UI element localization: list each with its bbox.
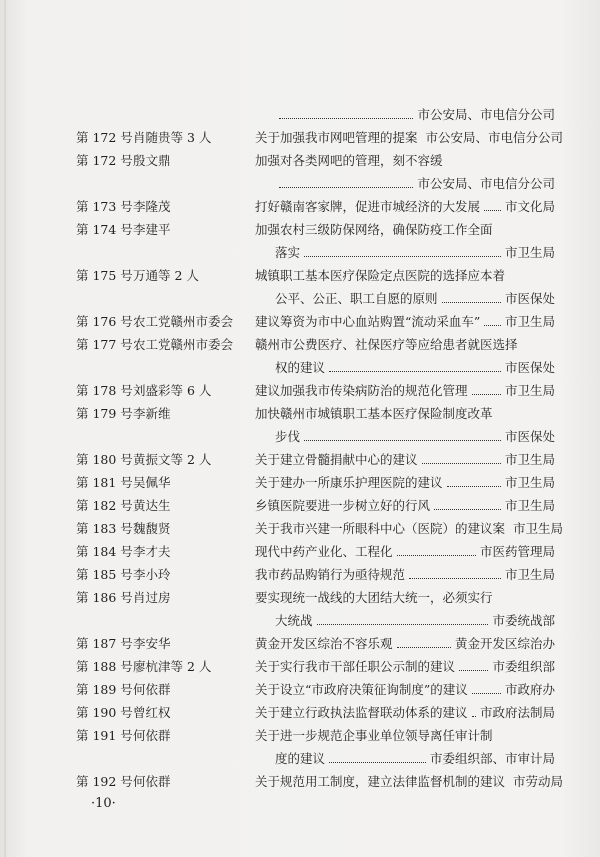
proposer-name: 李安华 xyxy=(133,636,171,651)
list-item xyxy=(0,633,600,655)
list-item xyxy=(0,656,600,678)
proposal-number: 第 184 号 xyxy=(76,544,133,559)
proposal-number: 第 176 号 xyxy=(76,314,133,329)
proposer-name: 李隆茂 xyxy=(133,199,171,214)
proposal-content xyxy=(255,472,555,494)
proposal-content xyxy=(255,334,555,356)
proposal-content xyxy=(255,587,555,609)
proposal-number: 第 182 号 xyxy=(76,498,133,513)
proposal-title: 乡镇医院要进一步树立好的行风 xyxy=(255,498,431,513)
proposer-name: 何依群 xyxy=(133,682,171,697)
proposal-number: 第 186 号 xyxy=(76,590,133,605)
proposal-number: 第 185 号 xyxy=(76,567,133,582)
list-item xyxy=(0,771,600,793)
proposal-number: 第 183 号 xyxy=(76,521,133,536)
proposal-number: 第 179 号 xyxy=(76,406,133,421)
proposer-name: 黄振文等 2 人 xyxy=(133,452,212,467)
list-item xyxy=(0,403,600,425)
list-item xyxy=(0,518,600,540)
handling-department: 市政府法制局 xyxy=(479,705,555,720)
proposal-number: 第 191 号 xyxy=(76,728,133,743)
proposal-title: 关于设立“市政府决策征询制度”的建议 xyxy=(255,682,468,697)
proposer-name: 殷文鼎 xyxy=(133,153,171,168)
proposal-content xyxy=(275,357,555,379)
list-item xyxy=(0,725,600,747)
proposer-name: 何依群 xyxy=(133,774,171,789)
list-item xyxy=(0,564,600,586)
proposal-content xyxy=(255,679,555,701)
handling-department: 黄金开发区综治办 xyxy=(454,636,555,651)
proposer-name: 农工党赣州市委会 xyxy=(133,314,234,329)
proposal-number: 第 181 号 xyxy=(76,475,133,490)
proposal-content xyxy=(255,495,555,517)
list-item xyxy=(0,380,600,402)
list-item xyxy=(0,610,600,632)
list-item xyxy=(0,265,600,287)
proposal-content xyxy=(275,610,555,632)
dot-leader xyxy=(304,256,501,257)
dot-leader xyxy=(279,118,413,119)
list-item xyxy=(0,288,600,310)
handling-department: 市卫生局 xyxy=(504,383,555,398)
dot-leader xyxy=(472,693,501,694)
proposer-name: 农工党赣州市委会 xyxy=(133,337,234,352)
list-item xyxy=(0,196,600,218)
list-item xyxy=(0,587,600,609)
page-number: ·10· xyxy=(91,796,116,811)
dot-leader xyxy=(472,716,476,717)
list-item xyxy=(0,219,600,241)
proposal-title: 关于加强我市网吧管理的提案 xyxy=(255,130,418,145)
proposal-number: 第 174 号 xyxy=(76,222,133,237)
list-item xyxy=(0,173,600,195)
proposal-title: 公平、公正、职工自愿的原则 xyxy=(275,291,438,306)
list-item xyxy=(0,104,600,126)
proposal-title: 建议加强我市传染病防治的规范化管理 xyxy=(255,383,468,398)
list-item xyxy=(0,334,600,356)
proposer-name: 曾红权 xyxy=(133,705,171,720)
proposal-title: 黄金开发区综治不容乐观 xyxy=(255,636,393,651)
proposal-content xyxy=(255,127,564,149)
handling-department: 市政府办 xyxy=(504,682,555,697)
proposal-content xyxy=(275,748,555,770)
proposal-number: 第 187 号 xyxy=(76,636,133,651)
proposer-name: 黄达生 xyxy=(133,498,171,513)
handling-department: 市医药管理局 xyxy=(479,544,555,559)
handling-department: 市文化局 xyxy=(504,199,555,214)
dot-leader xyxy=(397,647,451,648)
list-item xyxy=(0,311,600,333)
proposal-title: 城镇职工基本医疗保险定点医院的选择应本着 xyxy=(255,268,506,283)
dot-leader xyxy=(472,394,501,395)
proposal-content xyxy=(275,242,555,264)
handling-department: 市医保处 xyxy=(504,291,555,306)
proposer-name: 廖杭津等 2 人 xyxy=(133,659,212,674)
handling-department: 市卫生局 xyxy=(504,475,555,490)
dot-leader xyxy=(397,555,476,556)
proposal-number: 第 192 号 xyxy=(76,774,133,789)
dot-leader xyxy=(329,762,426,763)
dot-leader xyxy=(459,670,488,671)
proposal-title: 关于建立行政执法监督联动体系的建议 xyxy=(255,705,468,720)
handling-department: 市卫生局 xyxy=(504,314,555,329)
proposal-number: 第 178 号 xyxy=(76,383,133,398)
dot-leader xyxy=(422,463,501,464)
proposal-content xyxy=(255,265,555,287)
proposal-content xyxy=(255,702,555,724)
handling-department: 市卫生局 xyxy=(504,567,555,582)
handling-department: 市公安局、市电信分公司 xyxy=(417,107,555,122)
proposal-title: 加强农村三级防保网络，确保防疫工作全面 xyxy=(255,222,493,237)
proposer-name: 刘盛彩等 6 人 xyxy=(133,383,212,398)
proposal-content xyxy=(275,426,555,448)
list-item xyxy=(0,449,600,471)
proposal-title: 关于实行我市干部任职公示制的建议 xyxy=(255,659,456,674)
handling-department: 市卫生局 xyxy=(504,452,555,467)
proposal-title: 落实 xyxy=(275,245,301,260)
dot-leader xyxy=(409,578,501,579)
handling-department: 市委组织部、市审计局 xyxy=(429,751,555,766)
handling-department: 市委统战部 xyxy=(492,613,555,628)
handling-department: 市卫生局 xyxy=(513,521,564,536)
proposal-title: 赣州市公费医疗、社保医疗等应给患者就医选择 xyxy=(255,337,518,352)
proposer-name: 李才夫 xyxy=(133,544,171,559)
proposal-content xyxy=(255,403,555,425)
proposal-content xyxy=(255,771,564,793)
proposer-name: 万通等 2 人 xyxy=(133,268,199,283)
proposal-number: 第 180 号 xyxy=(76,452,133,467)
dot-leader xyxy=(484,325,501,326)
dot-leader xyxy=(447,486,501,487)
list-item xyxy=(0,426,600,448)
proposal-content xyxy=(255,518,564,540)
proposer-name: 李小玲 xyxy=(133,567,171,582)
handling-department: 市委组织部 xyxy=(492,659,555,674)
proposal-title: 权的建议 xyxy=(275,360,326,375)
proposal-number: 第 175 号 xyxy=(76,268,133,283)
proposer-name: 李建平 xyxy=(133,222,171,237)
dot-leader xyxy=(317,624,489,625)
proposal-number: 第 172 号 xyxy=(76,153,133,168)
proposal-content xyxy=(255,196,555,218)
proposal-content xyxy=(255,449,555,471)
proposal-content xyxy=(255,633,555,655)
proposal-title: 建议筹资为市中心血站购置“流动采血车” xyxy=(255,314,481,329)
proposal-number: 第 173 号 xyxy=(76,199,133,214)
proposer-name: 魏馥贤 xyxy=(133,521,171,536)
proposal-content xyxy=(255,725,555,747)
proposal-number: 第 172 号 xyxy=(76,130,133,145)
dot-leader xyxy=(329,371,501,372)
proposal-content xyxy=(255,380,555,402)
proposer-name: 肖过房 xyxy=(133,590,171,605)
proposal-number: 第 190 号 xyxy=(76,705,133,720)
proposer-name: 何依群 xyxy=(133,728,171,743)
proposal-content xyxy=(275,104,555,126)
proposal-content xyxy=(255,564,555,586)
proposal-number: 第 177 号 xyxy=(76,337,133,352)
list-item xyxy=(0,472,600,494)
dot-leader xyxy=(434,509,501,510)
proposal-title: 加强对各类网吧的管理，刻不容缓 xyxy=(255,153,443,168)
proposal-content xyxy=(255,219,555,241)
proposal-title: 大统战 xyxy=(275,613,313,628)
dot-leader xyxy=(484,210,501,211)
proposal-title: 打好赣南客家牌，促进市城经济的大发展 xyxy=(255,199,481,214)
list-item xyxy=(0,679,600,701)
proposal-title: 我市药品购销行为亟待规范 xyxy=(255,567,406,582)
handling-department: 市医保处 xyxy=(504,360,555,375)
list-item xyxy=(0,150,600,172)
proposer-name: 吴佩华 xyxy=(133,475,171,490)
proposal-title: 关于我市兴建一所眼科中心（医院）的建议案 xyxy=(255,521,506,536)
dot-leader xyxy=(279,187,413,188)
proposer-name: 李新维 xyxy=(133,406,171,421)
dot-leader xyxy=(304,440,501,441)
proposal-content xyxy=(255,311,555,333)
proposal-content xyxy=(275,173,555,195)
handling-department: 市卫生局 xyxy=(504,245,555,260)
handling-department: 市公安局、市电信分公司 xyxy=(425,130,564,145)
handling-department: 市卫生局 xyxy=(504,498,555,513)
list-item xyxy=(0,495,600,517)
proposal-content xyxy=(255,150,555,172)
list-item xyxy=(0,242,600,264)
proposal-content xyxy=(255,541,555,563)
proposal-title: 关于建立骨髓捐献中心的建议 xyxy=(255,452,418,467)
proposal-title: 关于进一步规范企事业单位领导离任审计制 xyxy=(255,728,493,743)
proposer-name: 肖随贵等 3 人 xyxy=(133,130,212,145)
proposal-number: 第 188 号 xyxy=(76,659,133,674)
list-item xyxy=(0,541,600,563)
list-item xyxy=(0,357,600,379)
proposal-title: 现代中药产业化、工程化 xyxy=(255,544,393,559)
proposal-title: 要实现统一战线的大团结大统一，必须实行 xyxy=(255,590,493,605)
proposal-title: 度的建议 xyxy=(275,751,326,766)
proposal-content xyxy=(255,656,555,678)
list-item xyxy=(0,748,600,770)
proposal-title: 关于建办一所康乐护理医院的建议 xyxy=(255,475,443,490)
proposal-content xyxy=(275,288,555,310)
list-item xyxy=(0,127,600,149)
proposal-number: 第 189 号 xyxy=(76,682,133,697)
proposal-title: 关于规范用工制度，建立法律监督机制的建议 xyxy=(255,774,506,789)
handling-department: 市医保处 xyxy=(504,429,555,444)
handling-department: 市公安局、市电信分公司 xyxy=(417,176,555,191)
proposal-title: 加快赣州市城镇职工基本医疗保险制度改革 xyxy=(255,406,493,421)
list-item xyxy=(0,702,600,724)
handling-department: 市劳动局 xyxy=(513,774,564,789)
dot-leader xyxy=(442,302,501,303)
proposal-title: 步伐 xyxy=(275,429,301,444)
